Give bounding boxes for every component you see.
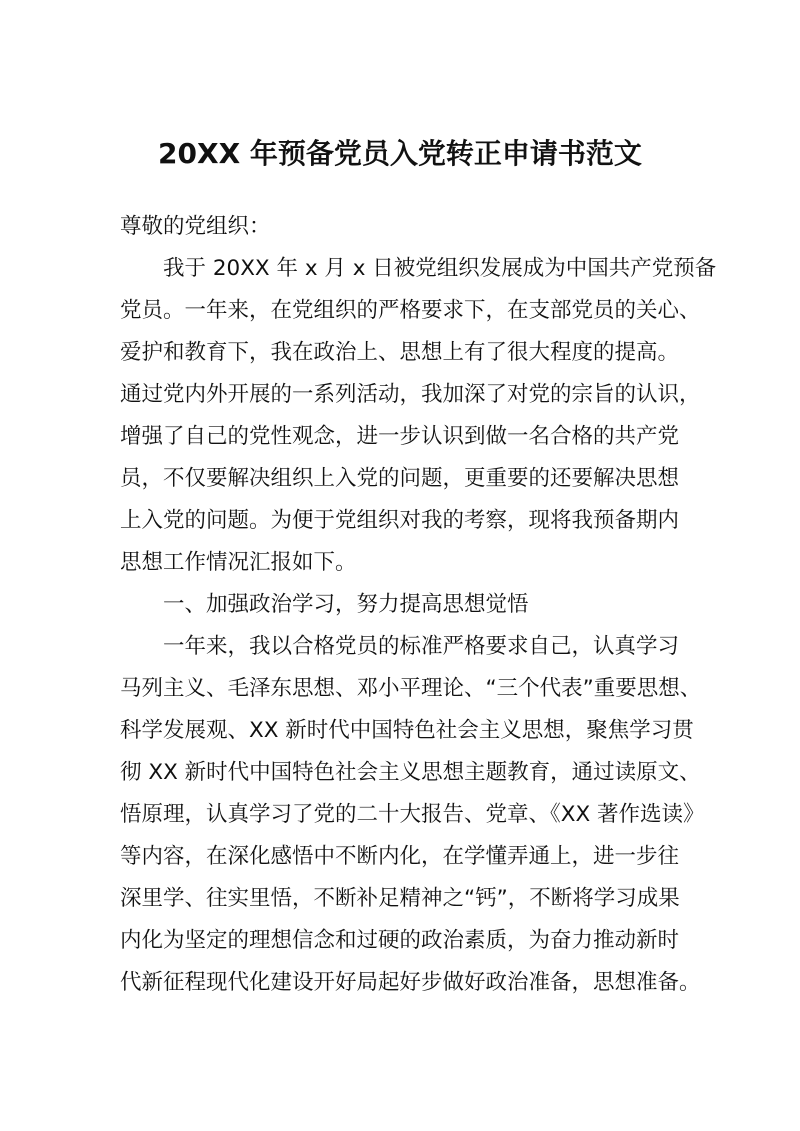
section-heading: 一、加强政治学习，努力提高思想觉悟 bbox=[163, 592, 529, 617]
paragraph-line: 科学发展观、XX 新时代中国特色社会主义思想，聚焦学习贯 bbox=[120, 718, 694, 743]
paragraph-line: 彻 XX 新时代中国特色社会主义思想主题教育，通过读原文、 bbox=[120, 760, 701, 785]
paragraph-line: 通过党内外开展的一系列活动，我加深了对党的宗旨的认识， bbox=[120, 382, 701, 407]
paragraph-line: 思想工作情况汇报如下。 bbox=[120, 550, 357, 575]
paragraph-line: 党员。一年来，在党组织的严格要求下，在支部党员的关心、 bbox=[120, 298, 701, 323]
document-title: 20XX 年预备党员入党转正申请书范文 bbox=[158, 137, 642, 170]
paragraph-line: 代新征程现代化建设开好局起好步做好政治准备，思想准备。 bbox=[120, 970, 701, 995]
paragraph-line: 上入党的问题。为便于党组织对我的考察，现将我预备期内 bbox=[120, 508, 680, 533]
paragraph-line: 一年来，我以合格党员的标准严格要求自己，认真学习 bbox=[163, 634, 680, 659]
document-body bbox=[120, 206, 717, 1004]
salutation: 尊敬的党组织： bbox=[120, 214, 271, 239]
paragraph-line: 马列主义、毛泽东思想、邓小平理论、“三个代表”重要思想、 bbox=[120, 676, 702, 701]
paragraph-line: 我于 20XX 年 x 月 x 日被党组织发展成为中国共产党预备 bbox=[163, 256, 717, 281]
paragraph-line: 内化为坚定的理想信念和过硬的政治素质，为奋力推动新时 bbox=[120, 928, 680, 953]
paragraph-line: 员，不仅要解决组织上入党的问题，更重要的还要解决思想 bbox=[120, 466, 680, 491]
paragraph-line: 悟原理，认真学习了党的二十大报告、党章、《XX 著作选读》 bbox=[120, 802, 705, 827]
paragraph-line: 增强了自己的党性观念，进一步认识到做一名合格的共产党 bbox=[120, 424, 680, 449]
paragraph-line: 等内容，在深化感悟中不断内化，在学懂弄通上，进一步往 bbox=[120, 844, 680, 869]
paragraph-line: 深里学、往实里悟，不断补足精神之“钙”，不断将学习成果 bbox=[120, 886, 680, 911]
paragraph-line: 爱护和教育下，我在政治上、思想上有了很大程度的提高。 bbox=[120, 340, 680, 365]
